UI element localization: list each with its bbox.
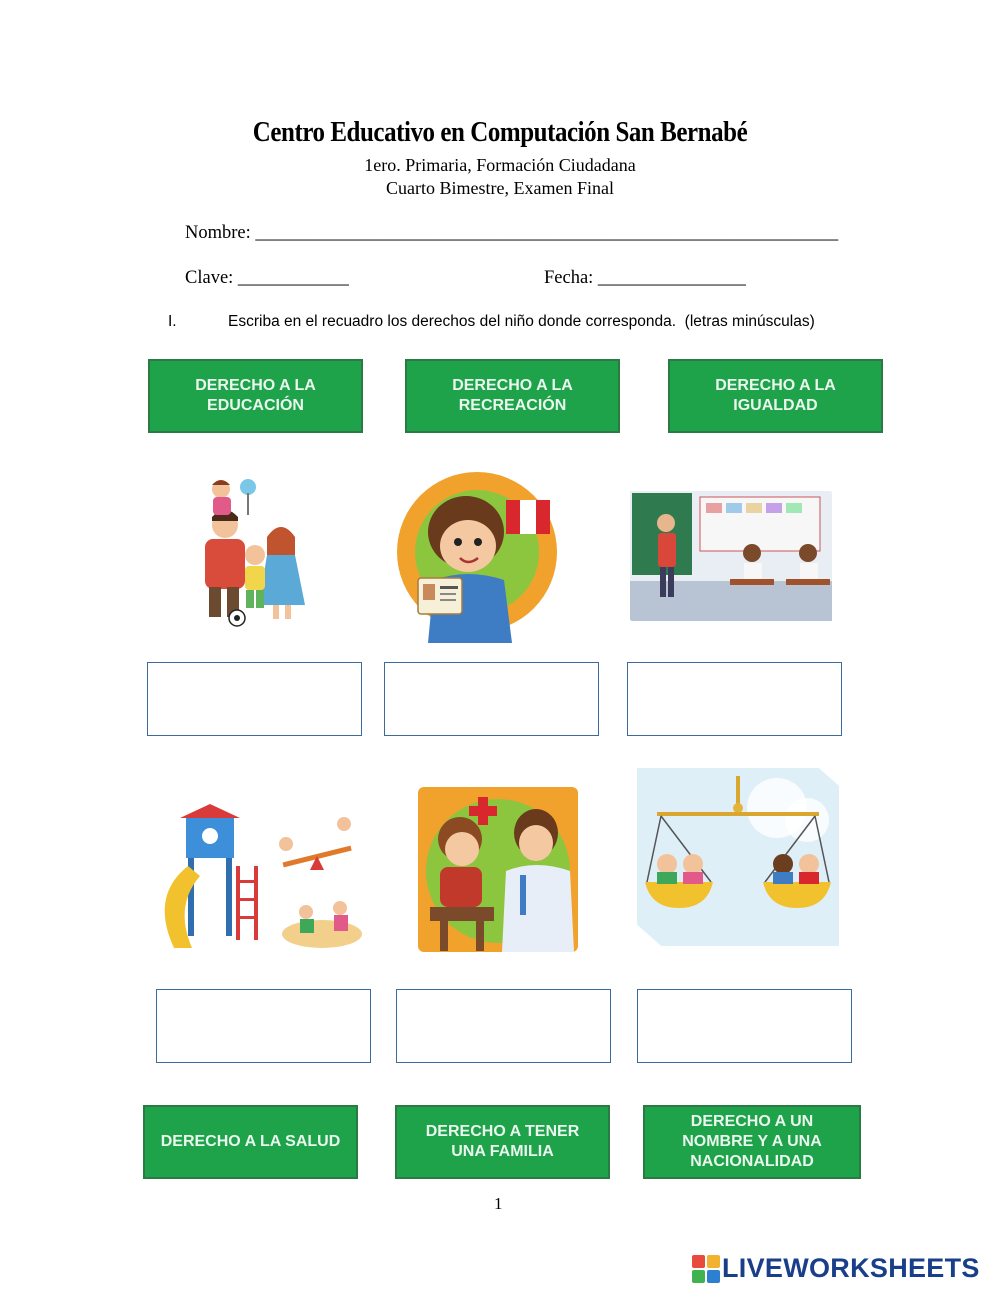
- answer-box-1[interactable]: [147, 662, 362, 736]
- liveworksheets-icon: [692, 1255, 720, 1283]
- equality-scale-image: [637, 768, 839, 946]
- answer-box-5[interactable]: [396, 989, 611, 1063]
- answer-box-3[interactable]: [627, 662, 842, 736]
- page-number: 1: [494, 1194, 503, 1213]
- label-derecho-recreacion[interactable]: DERECHO A LA RECREACIÓN: [405, 359, 620, 433]
- label-derecho-nombre-nacionalidad[interactable]: DERECHO A UN NOMBRE Y A UNA NACIONALIDAD: [643, 1105, 861, 1179]
- liveworksheets-logo[interactable]: [692, 1253, 980, 1284]
- instruction-text: Escriba en el recuadro los derechos del niño donde corresponda. (letras minúsculas): [228, 313, 815, 330]
- grade-subject: 1ero. Primaria, Formación Ciudadana: [364, 155, 636, 175]
- label-derecho-educacion[interactable]: DERECHO A LA EDUCACIÓN: [148, 359, 363, 433]
- label-derecho-igualdad[interactable]: DERECHO A LA IGUALDAD: [668, 359, 883, 433]
- answer-box-4[interactable]: [156, 989, 371, 1063]
- health-doctor-image: [410, 779, 586, 960]
- exam-period: Cuarto Bimestre, Examen Final: [386, 178, 614, 198]
- playground-image: [140, 796, 368, 960]
- identity-child-image: [388, 460, 566, 643]
- brand-name: LIVEWORKSHEETS: [722, 1253, 980, 1283]
- label-derecho-salud[interactable]: DERECHO A LA SALUD: [143, 1105, 358, 1179]
- family-image: [163, 455, 318, 642]
- answer-box-2[interactable]: [384, 662, 599, 736]
- instruction-number: I.: [168, 313, 177, 330]
- school-title: Centro Educativo en Computación San Bernabé: [252, 116, 748, 148]
- label-derecho-familia[interactable]: DERECHO A TENER UNA FAMILIA: [395, 1105, 610, 1179]
- answer-box-6[interactable]: [637, 989, 852, 1063]
- nombre-field[interactable]: Nombre: _______________________________________________________________: [185, 223, 839, 243]
- clave-field[interactable]: Clave: ____________: [185, 268, 349, 288]
- classroom-image: [622, 483, 840, 629]
- fecha-field[interactable]: Fecha: ________________: [544, 268, 746, 288]
